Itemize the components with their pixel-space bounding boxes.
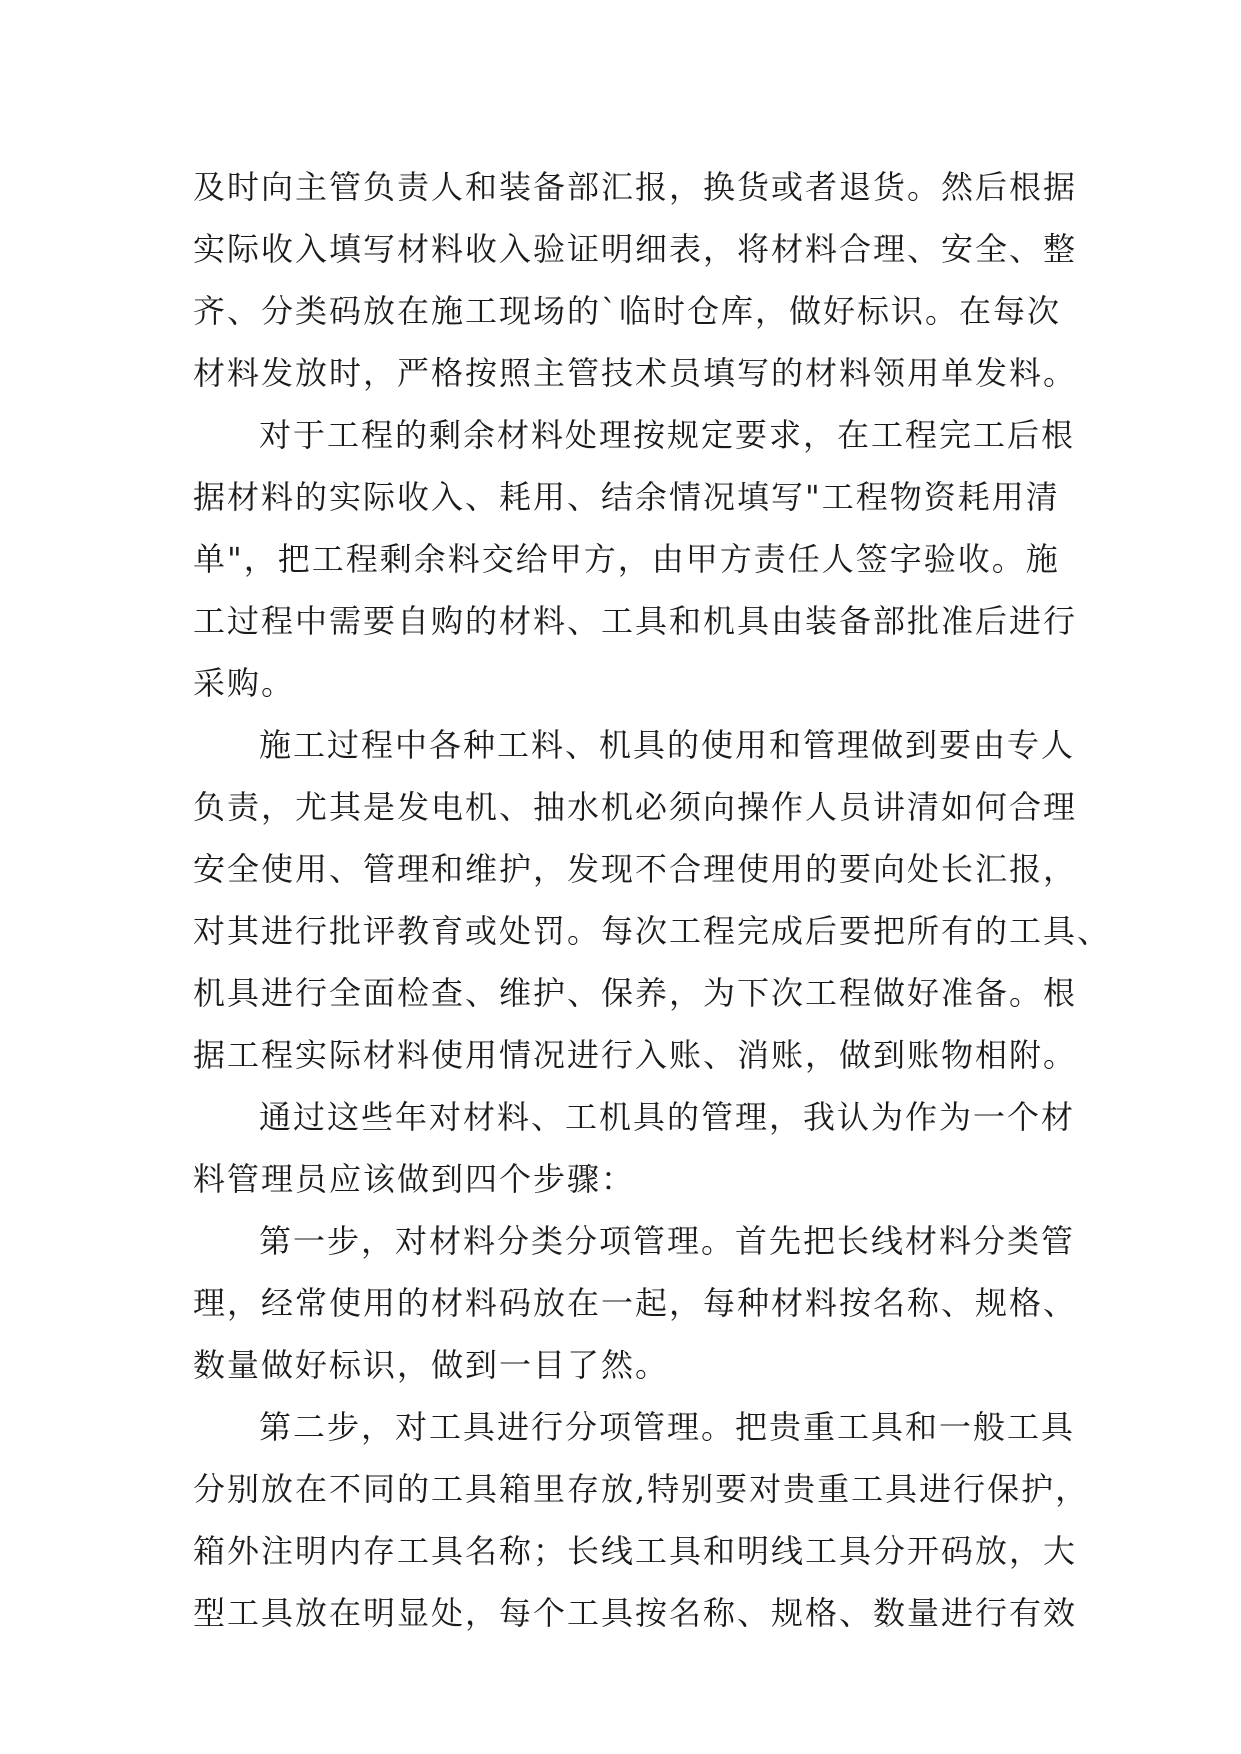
text-line-21: 第二步，对工具进行分项管理。把贵重工具和一般工具 <box>259 1408 1076 1446</box>
text-line-20: 数量做好标识，做到一目了然。 <box>193 1346 670 1384</box>
text-line-4: 材料发放时，严格按照主管技术员填写的材料领用单发料。 <box>193 354 1078 392</box>
text-line-14: 机具进行全面检查、维护、保养，为下次工程做好准备。根 <box>193 974 1078 1012</box>
text-line-5: 对于工程的剩余材料处理按规定要求，在工程完工后根 <box>259 416 1076 454</box>
text-line-7: 单"，把工程剩余料交给甲方，由甲方责任人签字验收。施 <box>193 540 1060 578</box>
text-line-8: 工过程中需要自购的材料、工具和机具由装备部批准后进行 <box>193 602 1078 640</box>
text-line-6: 据材料的实际收入、耗用、结余情况填写"工程物资耗用清 <box>193 478 1060 516</box>
text-line-1: 及时向主管负责人和装备部汇报，换货或者退货。然后根据 <box>193 168 1078 206</box>
text-line-3: 齐、分类码放在施工现场的`临时仓库，做好标识。在每次 <box>193 292 1062 330</box>
text-line-13: 对其进行批评教育或处罚。每次工程完成后要把所有的工具、 <box>193 912 1112 950</box>
text-line-2: 实际收入填写材料收入验证明细表，将材料合理、安全、整 <box>193 230 1078 268</box>
text-line-15: 据工程实际材料使用情况进行入账、消账，做到账物相附。 <box>193 1036 1078 1074</box>
text-line-19: 理，经常使用的材料码放在一起，每种材料按名称、规格、 <box>193 1284 1078 1322</box>
text-line-11: 负责，尤其是发电机、抽水机必须向操作人员讲清如何合理 <box>193 788 1078 826</box>
text-line-12: 安全使用、管理和维护，发现不合理使用的要向处长汇报， <box>193 850 1078 888</box>
text-line-9: 采购。 <box>193 664 296 702</box>
text-line-17: 料管理员应该做到四个步骤： <box>193 1160 636 1198</box>
text-line-16: 通过这些年对材料、工机具的管理，我认为作为一个材 <box>259 1098 1076 1136</box>
document-body <box>193 156 1112 1644</box>
text-line-10: 施工过程中各种工料、机具的使用和管理做到要由专人 <box>259 726 1076 764</box>
text-line-23: 箱外注明内存工具名称；长线工具和明线工具分开码放，大 <box>193 1532 1078 1570</box>
text-line-22: 分别放在不同的工具箱里存放,特别要对贵重工具进行保护， <box>193 1470 1090 1508</box>
text-line-18: 第一步，对材料分类分项管理。首先把长线材料分类管 <box>259 1222 1076 1260</box>
text-line-24: 型工具放在明显处，每个工具按名称、规格、数量进行有效 <box>193 1594 1078 1632</box>
